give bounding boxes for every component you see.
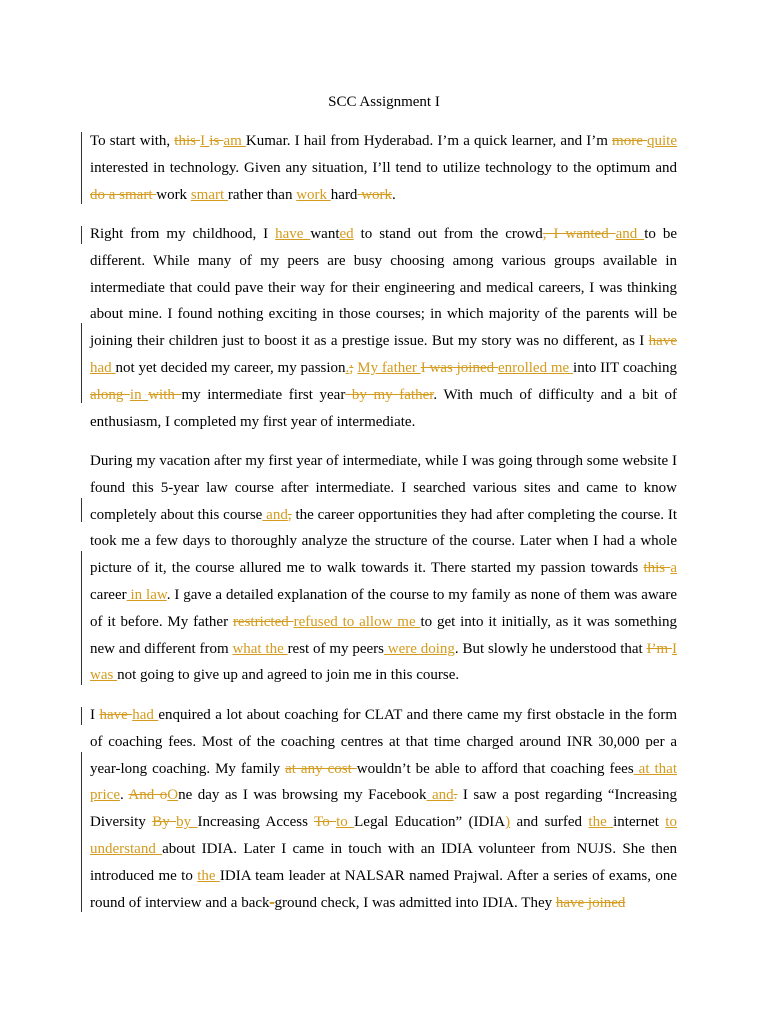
inserted-text: quite (647, 133, 677, 149)
body-text: . With much of difficulty and a bit of enthusiasm, I completed my first year of intermediate. (90, 386, 677, 430)
change-bar (81, 226, 82, 244)
deleted-text: have (648, 333, 677, 350)
body-text: wouldn’t be able to afford that coaching fees (356, 760, 634, 777)
deleted-text: do a smart (90, 186, 157, 203)
deleted-text: at any cost (285, 760, 357, 777)
deleted-text: this (643, 560, 671, 577)
body-text: want (310, 226, 340, 242)
inserted-text: have (275, 226, 311, 242)
body-text: rather than (227, 186, 297, 203)
inserted-text: and (615, 226, 645, 242)
deleted-text: . (453, 787, 458, 804)
body-text: ne day as I was browsing my Facebook (178, 787, 427, 804)
paragraph-3 (90, 448, 677, 689)
body-text: Right from my childhood, I (90, 226, 276, 242)
inserted-text: at that price (90, 760, 678, 804)
body-text: During my vacation after my first year of intermediate, while I was going through some website I found this 5-year law course after intermediate. I searched various sites and came to know completely about this course (90, 453, 677, 523)
inserted-text: the (588, 814, 614, 831)
deleted-text: ; (349, 359, 354, 376)
body-text: Kumar. I hail from Hyderabad. I’m a quick learner, and I’m (245, 133, 613, 149)
inserted-text: to (336, 814, 355, 831)
deleted-text: And o (128, 787, 168, 804)
inserted-text: My father (357, 359, 421, 376)
inserted-text: smart (190, 186, 228, 203)
body-text: ground check, I was admitted into IDIA. They (274, 894, 556, 911)
change-bar (81, 132, 82, 204)
body-text: enquired a lot about coaching for CLAT and there came my first obstacle in the form of coaching fees. Most of the coaching centres at that time charged around INR 30,000 per a year-long coaching. My family (90, 707, 677, 777)
body-text: not going to give up and agreed to join me in this course. (117, 667, 460, 684)
body-text: internet (613, 814, 666, 831)
inserted-text: and (262, 506, 288, 523)
deleted-text: work (357, 186, 393, 203)
body-text: interested in technology. Given any situation, I’ll tend to utilize technology to the optimum and (90, 159, 677, 176)
body-text: I (90, 707, 100, 723)
paragraph-2 (90, 221, 677, 435)
document-title: SCC Assignment I (328, 94, 440, 110)
deleted-text: - (269, 894, 275, 911)
inserted-text: I was (90, 640, 678, 684)
body-text: to be different. While many of my peers are busy choosing among various groups available in intermediate that could pave their way for their engineering and medical careers, I was thinking about mine. I found nothing exciting in those courses; in which majority of the parents will be joining their children just to boost it as a prestige issue. But my story was no different, as I (90, 226, 677, 350)
body-text: . (119, 787, 129, 804)
change-bar (81, 323, 82, 403)
body-text: about IDIA. Later I came in touch with an IDIA volunteer from NUJS. She then introduced me to (90, 840, 677, 884)
body-text: work (156, 186, 191, 203)
inserted-text: . (345, 359, 350, 376)
body-text: career (90, 586, 127, 603)
body-text: rest of my peers (287, 640, 384, 657)
inserted-text: ed (339, 226, 354, 242)
body-text: Legal Education” (IDIA (354, 814, 506, 831)
inserted-text: had (132, 707, 159, 723)
inserted-text: a (670, 560, 677, 577)
body-text: not yet decided my career, my passion (115, 359, 346, 376)
body-text: into IIT coaching (573, 359, 677, 376)
body-text: to get into it initially, as it was something new and different from (90, 613, 677, 657)
inserted-text: am (223, 133, 246, 149)
deleted-text: By (152, 814, 177, 831)
deleted-text: , (287, 506, 292, 523)
body-text: I saw a post regarding “Increasing Diversity (90, 787, 677, 831)
inserted-text: to understand (90, 814, 677, 857)
inserted-text: and (426, 787, 454, 804)
paragraph-1 (90, 128, 677, 208)
inserted-text: had (90, 359, 116, 376)
deleted-text: along (90, 386, 130, 403)
change-bar (81, 752, 82, 912)
change-bar (81, 551, 82, 685)
body-text: Increasing Access (197, 814, 315, 831)
deleted-text: I’m (646, 640, 673, 657)
inserted-text: in (129, 386, 149, 403)
inserted-text: work (296, 186, 331, 203)
inserted-text: the (197, 867, 220, 884)
body-text: my intermediate first year (181, 386, 346, 403)
body-text: the career opportunities they had after completing the course. It took me a few days to thoroughly analyze the structure of the course. Later when I had a whole picture of it, the course allured me to walk towards it. There started my passion towards (90, 506, 677, 577)
deleted-text: To (314, 814, 337, 831)
deleted-text: with (148, 386, 182, 403)
deleted-text: have joined (555, 894, 626, 911)
deleted-text: by my father (345, 386, 434, 403)
body-text: hard (330, 186, 358, 203)
body-text: . I gave a detailed explanation of the course to my family as none of them was aware of it before. My father (90, 586, 677, 630)
paragraph-4 (90, 702, 677, 916)
inserted-text: ) (505, 814, 511, 831)
deleted-text: , I wanted (542, 226, 616, 242)
change-bar (81, 498, 82, 522)
inserted-text: O (167, 787, 179, 804)
body-text: To start with, (90, 133, 175, 149)
deleted-text: is (209, 133, 224, 149)
inserted-text: enrolled me (497, 359, 574, 376)
change-bar (81, 707, 82, 725)
inserted-text: were doing (383, 640, 455, 657)
inserted-text: refused to allow me (293, 613, 421, 630)
deleted-text: I was joined (420, 359, 498, 376)
deleted-text: restricted (232, 613, 294, 630)
body-text: and surfed (510, 814, 589, 831)
body-text: . But slowly he understood that (454, 640, 647, 657)
body-text: . (392, 186, 396, 203)
body-text: IDIA team leader at NALSAR named Prajwal. After a series of exams, one round of interview and a back (90, 867, 677, 911)
deleted-text: have (99, 707, 133, 723)
inserted-text: what the (232, 640, 288, 657)
inserted-text: I (200, 133, 210, 149)
inserted-text: by (176, 814, 198, 831)
deleted-text: this (174, 133, 201, 149)
body-text: to stand out from the crowd (353, 226, 543, 242)
inserted-text: in law (126, 586, 167, 603)
deleted-text: more (612, 133, 647, 149)
